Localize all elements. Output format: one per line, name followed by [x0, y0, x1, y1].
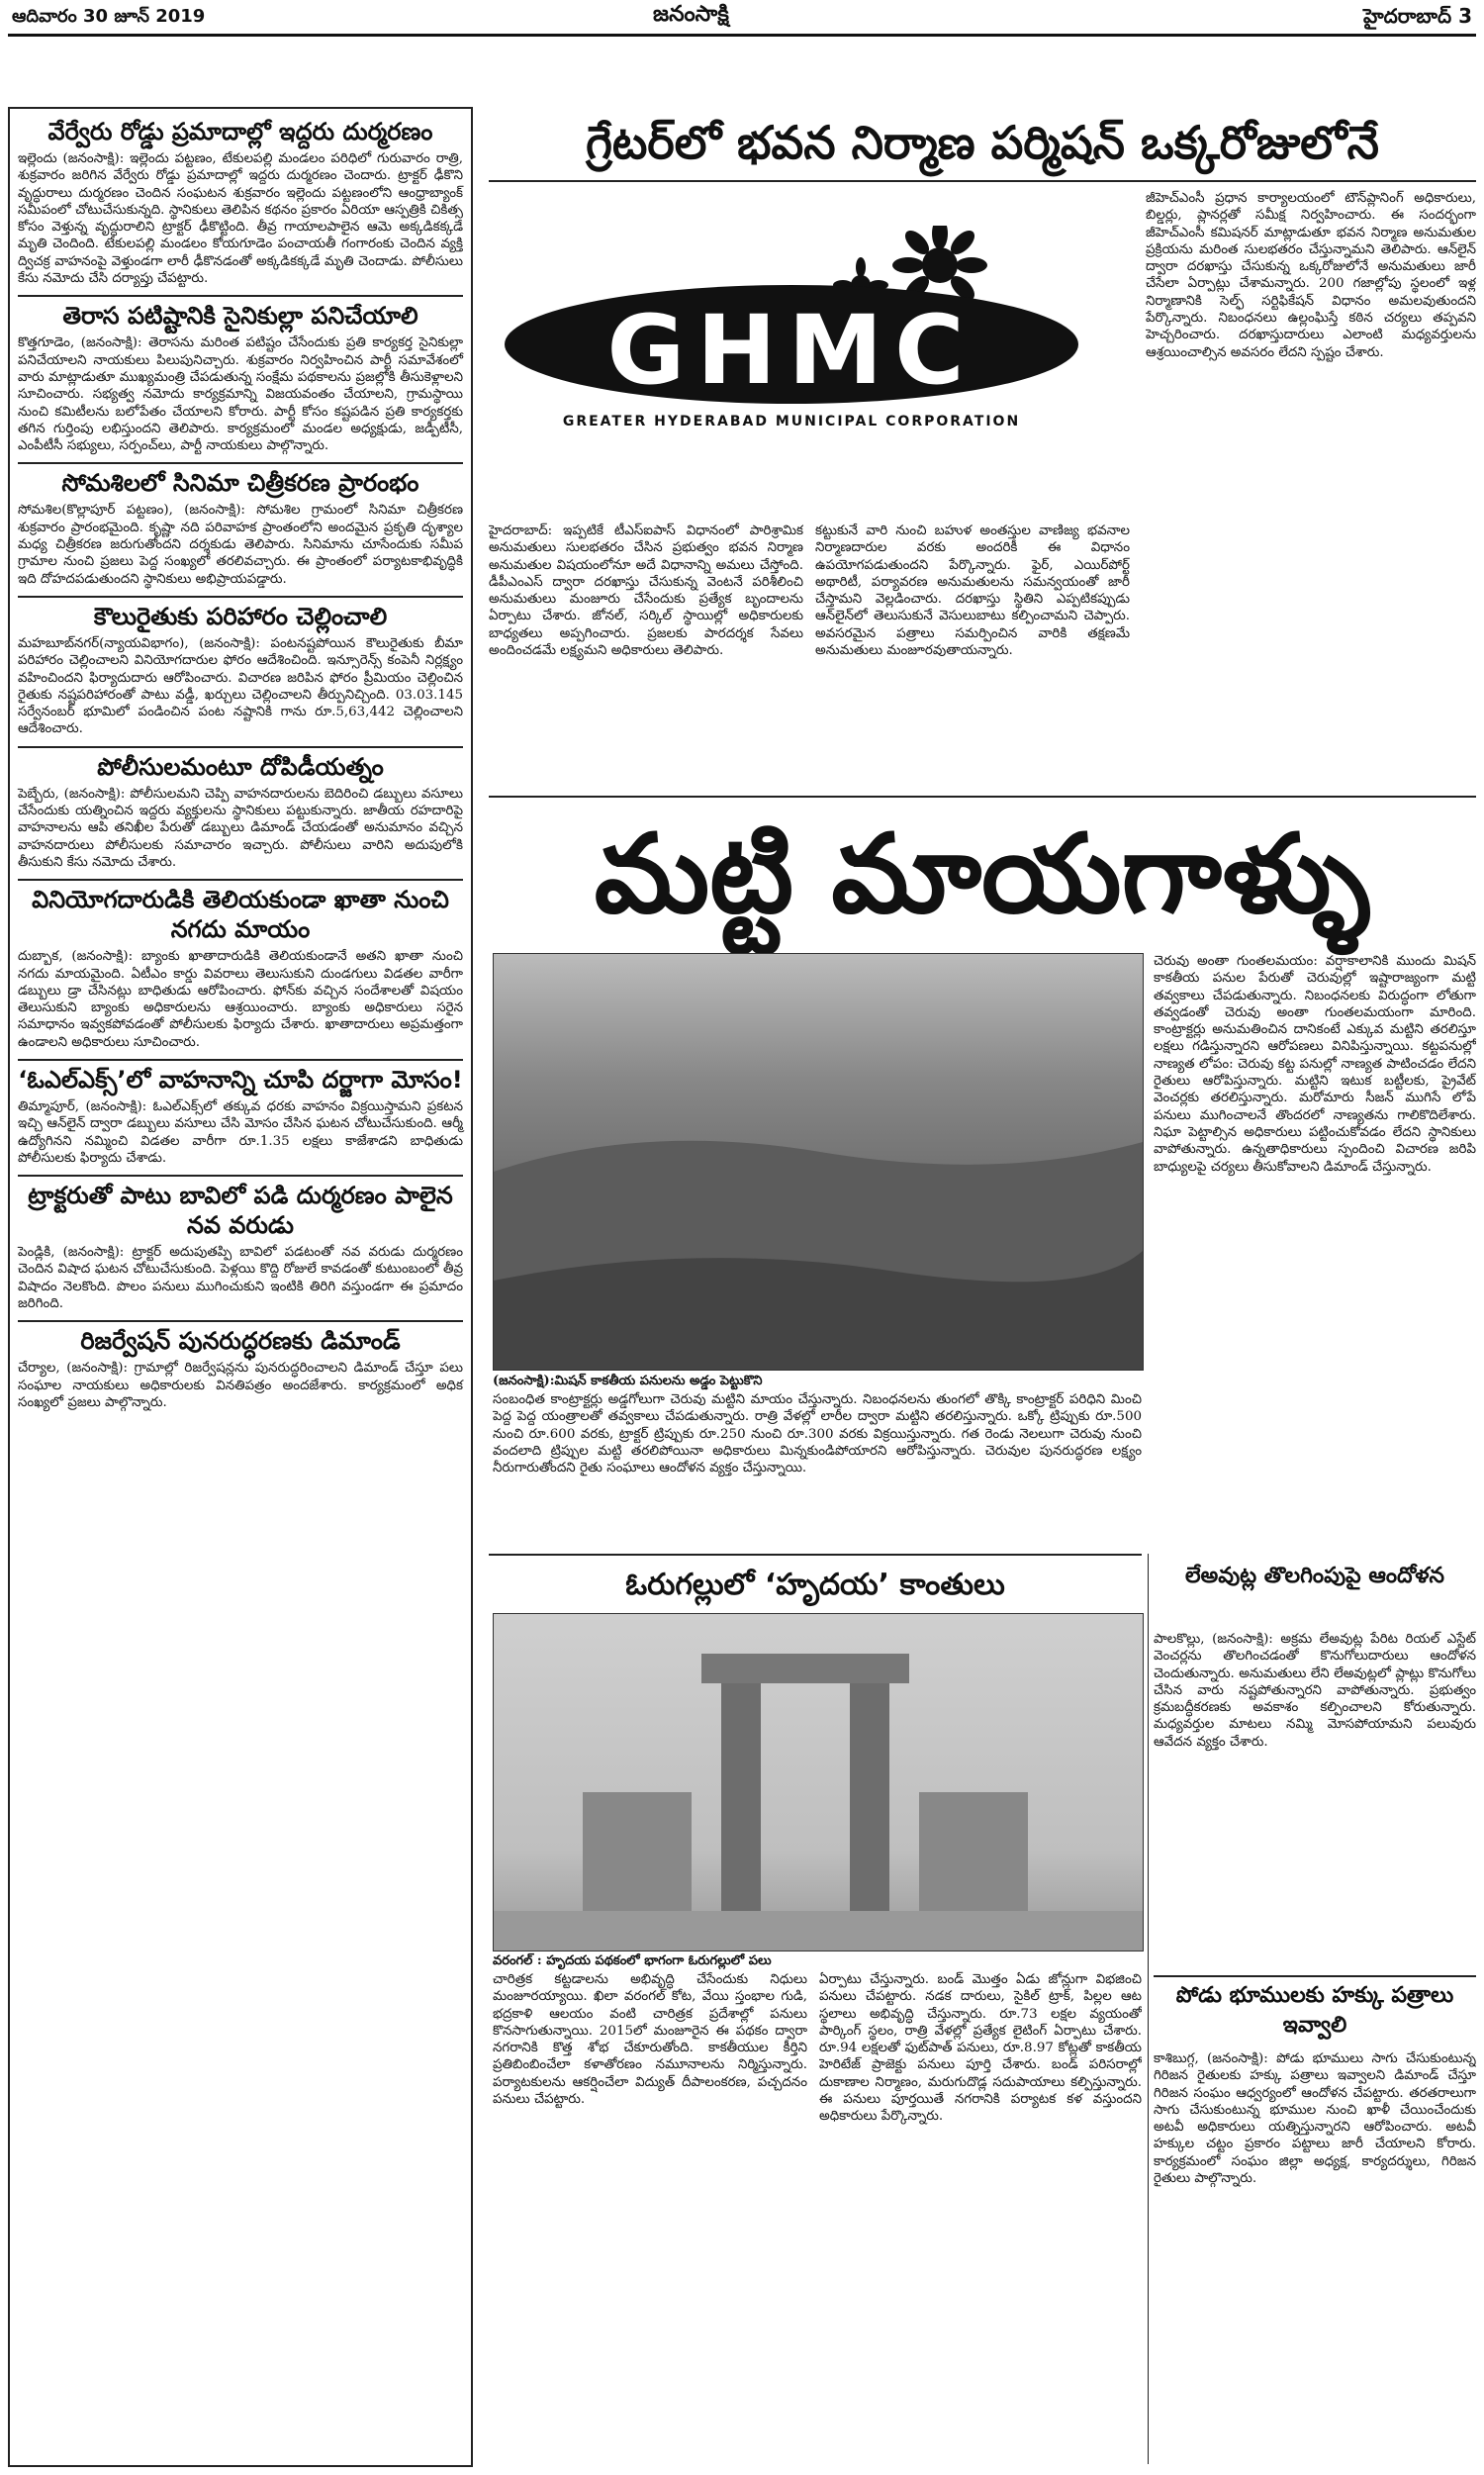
quarry-photo-illustration — [494, 954, 1143, 1370]
story-headline: సోమశిలలో సినిమా చిత్రీకరణ ప్రారంభం — [18, 462, 463, 498]
headline-rule — [489, 180, 1476, 182]
orugallu-col-1 — [493, 1971, 807, 2466]
story-headline: ట్రాక్టరుతో పాటు బావిలో పడి దుర్మరణం పాలైన నవ వరుడు — [18, 1175, 463, 1240]
issue-date: ఆదివారం 30 జూన్ 2019 — [12, 6, 206, 27]
story-body: దుబ్బాక, (జనంసాక్షి): బ్యాంకు ఖాతాదారుడికి తెలియకుండానే అతని ఖాతా నుంచి నగదు మాయమైంది. ఏటీఎం కార్డు వివరాలు తెలుసుకుని దుండగులు విడతల వారీగా డబ్బులు డ్రా చేసినట్లు బాధితుడు ఆరోపించారు. ఫోన్‌కు వచ్చిన సందేశాలతో విషయం తెలుసుకుని బ్యాంకు అధికారులను ఆశ్రయించారు. బ్యాంకు అధికారులు సరైన సమాధానం ఇవ్వకపోవడంతో పోలీసులకు ఫిర్యాదు చేశారు. ఖాతాదారులు అప్రమత్తంగా ఉండాలని అధికారులు సూచించారు. — [18, 949, 463, 1050]
ghmc-headline: గ్రేటర్‌లో భవన నిర్మాణ పర్మిషన్ ఒక్కరోజులోనే — [586, 116, 1379, 169]
ghmc-logo-text: GHMC — [606, 295, 976, 406]
article-text: సంబంధిత కాంట్రాక్టర్లు అడ్డగోలుగా చెరువు మట్టిని మాయం చేస్తున్నారు. నిబంధనలను తుంగలో తొక్కి కాంట్రాక్టర్ పరిధిని మించి పెద్ద పెద్ద యంత్రాలతో తవ్వకాలు చేపడుతున్నారు. రాత్రి వేళల్లో లారీల ద్వారా మట్టిని తరలిస్తున్నారు. ఒక్కో ట్రిప్పుకు రూ.500 నుంచి రూ.600 వరకు, ట్రాక్టర్ ట్రిప్పుకు రూ.250 నుంచి రూ.300 వరకు విక్రయిస్తున్నారు. గత రెండు నెలలుగా చెరువు నుంచి వందలాది ట్రిప్పుల మట్టి తరలిపోయినా అధికారులు మిన్నకుండిపోయారని ఆరోపిస్తున్నారు. చెరువుల పునరుద్ధరణ లక్ష్యం నీరుగారుతోందని రైతు సంఘాలు ఆందోళన వ్యక్తం చేస్తున్నాయి. — [493, 1392, 1142, 1476]
article-text: హైదరాబాద్: ఇప్పటికే టీఎస్‌ఐపాస్ విధానంలో పారిశ్రామిక అనుమతులు సులభతరం చేసిన ప్రభుత్వం భవన నిర్మాణ అనుమతుల విషయంలోనూ అదే విధానాన్ని అమలు చేస్తోంది. డీపీఎంఎస్ ద్వారా దరఖాస్తు చేసుకున్న వెంటనే పరిశీలించి అనుమతులు మంజూరు చేసేందుకు ప్రత్యేక బృందాలను ఏర్పాటు చేశారు. జోనల్, సర్కిల్ స్థాయిల్లో అధికారులకు బాధ్యతలు అప్పగించారు. ప్రజలకు పారదర్శక సేవలు అందించడమే లక్ష్యమని అధికారులు తెలిపారు. — [489, 524, 803, 659]
article-text: చారిత్రక కట్టడాలను అభివృద్ధి చేసేందుకు నిధులు మంజూరయ్యాయి. ఖిలా వరంగల్ కోట, వేయి స్తంభాల గుడి, భద్రకాళి ఆలయం వంటి చారిత్రక ప్రదేశాల్లో పనులు కొనసాగుతున్నాయి. 2015లో మంజూరైన ఈ పథకం ద్వారా నగరానికి కొత్త శోభ చేకూరుతోంది. కాకతీయుల కీర్తిని ప్రతిబింబించేలా కళాతోరణం నమూనాలను నిర్మిస్తున్నారు. పర్యాటకులను ఆకర్షించేలా విద్యుత్ దీపాలంకరణ, పచ్చదనం పనులు చేపట్టారు. — [493, 1972, 807, 2108]
masthead-rule — [8, 34, 1476, 37]
story-headline: కౌలురైతుకు పరిహారం చెల్లించాలి — [18, 596, 463, 631]
story-body: మహబూబ్‌నగర్(న్యాయవిభాగం), (జనంసాక్షి): పంటనష్టపోయిన కౌలురైతుకు బీమా పరిహారం చెల్లించాలని వినియోగదారుల ఫోరం ఆదేశించింది. ఇన్సూరెన్స్ కంపెనీ నిర్లక్ష్యం వహించిందని ఫిర్యాదుదారు ఆరోపించారు. విచారణ జరిపిన ఫోరం ప్రీమియం చెల్లించిన రైతుకు నష్టపరిహారంతో పాటు వడ్డీ, ఖర్చులు చెల్లించాలని తీర్పునిచ్చింది. 03.03.145 సర్వేనంబర్ భూమిలో పండించిన పంట నష్టానికి గాను రూ.5,63,442 చెల్లించాలని ఆదేశించారు. — [18, 635, 463, 737]
story-bank-fraud — [18, 879, 463, 1051]
ghmc-logo-subtitle: GREATER HYDERABAD MUNICIPAL CORPORATION — [562, 414, 1021, 429]
section-rule — [489, 1554, 1142, 1556]
layout-removal-body — [1154, 1631, 1476, 1967]
story-body: చేర్యాల, (జనంసాక్షి): గ్రామాల్లో రిజర్వేషన్లను పునరుద్ధరించాలని డిమాండ్ చేస్తూ పలు సంఘాల నాయకులు అధికారులకు వినతిపత్రం అందజేశారు. కార్యక్రమంలో అధిక సంఖ్యలో ప్రజలు పాల్గొన్నారు. — [18, 1361, 463, 1410]
story-fake-police — [18, 746, 463, 871]
podu-lands-headline: పోడు భూములకు హక్కు పత్రాలు ఇవ్వాలి — [1175, 1983, 1454, 2038]
story-body: పెబ్బేరు, (జనంసాక్షి): పోలీసులమని చెప్పి వాహనదారులను బెదిరించి డబ్బులు వసూలు చేసేందుకు యత్నించిన ఇద్దరు వ్యక్తులను స్థానికులు పట్టుకున్నారు. జాతీయ రహదారిపై వాహనాలను ఆపి తనిఖీల పేరుతో డబ్బులు డిమాండ్ చేయడంతో అనుమానం వచ్చిన వాహనదారులు పోలీసులకు సమాచారం ఇచ్చారు. పోలీసులు వారిని అదుపులోకి తీసుకుని కేసు నమోదు చేశారు. — [18, 786, 463, 870]
page-number: 3 — [1458, 4, 1472, 28]
article-text: ఏర్పాటు చేస్తున్నారు. బండ్ మొత్తం ఏడు జోన్లుగా విభజించి పనులు చేపట్టారు. నడక దారులు, సైకిల్ ట్రాక్, పిల్లల ఆట స్థలాలు అభివృద్ధి చేస్తున్నారు. రూ.73 లక్షల వ్యయంతో పార్కింగ్ స్థలం, రాత్రి వేళల్లో ప్రత్యేక లైటింగ్ ఏర్పాటు చేశారు. రూ.94 లక్షలతో ఫుట్‌పాత్ పనులు, రూ.8.97 కోట్లతో కాకతీయ హెరిటేజ్ ప్రాజెక్టు పనులు పూర్తి చేశారు. బండ్ పరిసరాల్లో దుకాణాల నిర్మాణం, మరుగుదొడ్ల సదుపాయాలు కల్పిస్తున్నారు. ఈ పనులు పూర్తయితే నగరానికి పర్యాటక కళ వస్తుందని అధికారులు పేర్కొన్నారు. — [819, 1972, 1142, 2125]
quarry-photo-caption: (జనంసాక్షి):మిషన్ కాకతీయ పనులను అడ్డం పెట్టుకొని — [493, 1374, 763, 1388]
podu-lands-body — [1154, 2050, 1476, 2466]
heritage-arch-photo — [493, 1613, 1144, 1951]
article-text: చెరువు అంతా గుంతలమయం: వర్షాకాలానికి ముందు మిషన్ కాకతీయ పనుల పేరుతో చెరువుల్లో ఇష్టారాజ్యంగా మట్టి తవ్వకాలు చేపడుతున్నారు. నిబంధనలకు విరుద్ధంగా లోతుగా తవ్వడంతో చెరువు అంతా గుంతలమయంగా మారింది. కాంట్రాక్టర్లు అనుమతించిన దానికంటే ఎక్కువ మట్టిని తరలిస్తూ లక్షలు గడిస్తున్నారని ఆరోపణలు వినిపిస్తున్నాయి. కట్టపనుల్లో నాణ్యత లోపం: చెరువు కట్ట పనుల్లో నాణ్యత పాటించడం లేదని రైతులు ఆరోపిస్తున్నారు. మట్టిని ఇటుక బట్టీలకు, ప్రైవేట్ వెంచర్లకు తరలిస్తున్నారు. మరోమారు సీజన్ ముగిసే లోపే పనులు ముగించాలనే తొందరలో నాణ్యతను గాలికొదిలేశారు. నిఘా పెట్టాల్సిన అధికారులు పట్టించుకోవడం లేదని స్థానికులు వాపోతున్నారు. ఉన్నతాధికారులు స్పందించి విచారణ జరిపి బాధ్యులపై చర్యలు తీసుకోవాలని డిమాండ్ చేస్తున్నారు. — [1154, 954, 1476, 1175]
ghmc-logo — [505, 226, 1078, 503]
story-tenant-farmer — [18, 596, 463, 738]
story-body: సోమశిల(కొల్లాపూర్ పట్టణం), (జనంసాక్షి): సోమశిల గ్రామంలో సినిమా చిత్రీకరణ శుక్రవారం ప్రారంభమైంది. కృష్ణా నది పరివాహక ప్రాంతంలోని అందమైన ప్రకృతి దృశ్యాల మధ్య చిత్రీకరణ జరుగుతోందని దర్శకుడు తెలిపారు. సినిమాను చూసేందుకు సమీప గ్రామాల నుంచి ప్రజలు పెద్ద సంఖ్యలో తరలివచ్చారు. ఈ ప్రాంతంలో పర్యాటకాభివృద్ధికి ఇది దోహదపడుతుందని స్థానికులు అభిప్రాయపడ్డారు. — [18, 503, 463, 587]
story-body: ఇల్లెందు (జనంసాక్షి): ఇల్లెందు పట్టణం, టేకులపల్లి మండలం పరిధిలో గురువారం రాత్రి, శుక్రవారం జరిగిన వేర్వేరు రోడ్డు ప్రమాదాల్లో ఇద్దరు దుర్మరణం చెందారు. ట్రాక్టర్ ఢీకొని వృద్ధురాలు దుర్మరణం చెందిన సంఘటన శుక్రవారం ఇల్లెందు పట్టణంలోని ఆంధ్రాబ్యాంక్ సమీపంలో చోటుచేసుకున్నది. స్థానికులు తెలిపిన కథనం ప్రకారం ఏరియా ఆస్పత్రికి చికిత్స కోసం వెళ్తున్న వృద్ధురాలిని ట్రాక్టర్ ఢీకొట్టింది. తీవ్ర గాయాలపాలైన ఆమె అక్కడికక్కడే మృతి చెందింది. టేకులపల్లి మండలం కోయగూడెం పంచాయతీ గంగారంకు చెందిన వ్యక్తి ద్విచక్ర వాహనంపై వెళ్తుండగా లారీ ఢీకొనడంతో అక్కడికక్కడే మృతి చెందాడు. పోలీసులు కేసు నమోదు చేసి దర్యాప్తు చేపట్టారు. — [18, 151, 463, 287]
matti-col-right — [1154, 953, 1476, 1547]
section-rule — [489, 796, 1476, 798]
section-rule — [1154, 1975, 1476, 1977]
story-headline: ‘ఓఎల్‌ఎక్స్’లో వాహనాన్ని చూపి దర్జాగా మోసం! — [18, 1059, 463, 1095]
edition-city — [1363, 4, 1472, 33]
story-headline: రిజర్వేషన్ పునరుద్ధరణకు డిమాండ్ — [18, 1320, 463, 1356]
masthead — [0, 0, 1484, 99]
story-headline: వేర్వేరు రోడ్డు ప్రమాదాల్లో ఇద్దరు దుర్మరణం — [47, 118, 433, 145]
article-text: కట్టుకునే వారి నుంచి బహుళ అంతస్తుల వాణిజ్య భవనాల నిర్మాణదారుల వరకు అందరికీ ఈ విధానం ఉపయోగపడుతుందని పేర్కొన్నారు. ఫైర్, ఎయిర్‌పోర్ట్ అథారిటీ, పర్యావరణ అనుమతులను సమన్వయంతో జారీ చేస్తామని వెల్లడించారు. దరఖాస్తు స్థితిని ఎప్పటికప్పుడు ఆన్‌లైన్‌లో తెలుసుకునే వెసులుబాటు కల్పించామని చెప్పారు. అవసరమైన పత్రాలు సమర్పించిన వారికి తక్షణమే అనుమతులు మంజూరవుతాయన్నారు. — [815, 524, 1130, 659]
orugallu-col-2 — [819, 1971, 1142, 2466]
layout-removal-headline: లేఅవుట్ల తొలగింపుపై ఆందోళన — [1185, 1564, 1444, 1588]
ghmc-col-1 — [489, 523, 803, 790]
orugallu-headline: ఓరుగల్లులో ‘హృదయ’ కాంతులు — [625, 1568, 1005, 1602]
arch-illustration — [494, 1614, 1143, 1951]
ghmc-col-right — [1146, 190, 1476, 790]
story-headline: పోలీసులమంటూ దోపిడీయత్నం — [18, 746, 463, 782]
story-body: కొత్తగూడెం, (జనంసాక్షి): తెరాసను మరింత పటిష్టం చేసేందుకు ప్రతి కార్యకర్త సైనికుల్లా పనిచేయాలని నాయకులు పిలుపునిచ్చారు. శుక్రవారం నిర్వహించిన పార్టీ సమావేశంలో వారు మాట్లాడుతూ ముఖ్యమంత్రి చేపడుతున్న సంక్షేమ పథకాలను ప్రజల్లోకి తీసుకెళ్లాలని సూచించారు. సభ్యత్వ నమోదు కార్యక్రమాన్ని విజయవంతం చేయాలని, గ్రామస్థాయి నుంచి కమిటీలను బలోపేతం చేయాలని కోరారు. పార్టీ కోసం కష్టపడిన ప్రతి కార్యకర్తకు తగిన గుర్తింపు లభిస్తుందని తెలిపారు. కార్యక్రమంలో మండల అధ్యక్షుడు, జడ్పీటీసీ, ఎంపీటీసీ సభ్యులు, సర్పంచ్‌లు, పార్టీ నాయకులు పాల్గొన్నారు. — [18, 335, 463, 454]
newspaper-name: జనంసాక్షి — [653, 2, 729, 27]
story-reservation — [18, 1320, 463, 1411]
edition-city-name: హైదరాబాద్ — [1363, 4, 1452, 28]
article-text: పాలకొల్లు, (జనంసాక్షి): అక్రమ లేఅవుట్ల పేరిట రియల్ ఎస్టేట్ వెంచర్లను తొలగించడంతో కొనుగోలుదారులు ఆందోళన చెందుతున్నారు. అనుమతులు లేని లేఅవుట్లలో ప్లాట్లు కొనుగోలు చేసిన వారు నష్టపోతున్నారని వాపోతున్నారు. ప్రభుత్వం క్రమబద్ధీకరణకు అవకాశం కల్పించాలని కోరుతున్నారు. మధ్యవర్తుల మాటలు నమ్మి మోసపోయామని పలువురు ఆవేదన వ్యక్తం చేశారు. — [1154, 1632, 1476, 1750]
story-body: పెండ్లికి, (జనంసాక్షి): ట్రాక్టర్ అదుపుతప్పి బావిలో పడటంతో నవ వరుడు దుర్మరణం చెందిన విషాద ఘటన చోటుచేసుకుంది. పెళ్లయి కొద్ది రోజులే కావడంతో కుటుంబంలో తీవ్ర విషాదం నెలకొంది. పొలం పనులు ముగించుకుని ఇంటికి తిరిగి వస్తుండగా ఈ ప్రమాదం జరిగింది. — [18, 1245, 463, 1312]
matti-headline: మట్టి మాయగాళ్ళు — [594, 810, 1371, 937]
ghmc-logo-oval — [505, 285, 1078, 404]
left-news-column — [8, 107, 473, 2467]
article-text: జీహెచ్‌ఎంసీ ప్రధాన కార్యాలయంలో టౌన్‌ప్లానింగ్ అధికారులు, బిల్డర్లు, ప్లానర్లతో సమీక్ష నిర్వహించారు. ఈ సందర్భంగా జీహెచ్‌ఎంసీ కమిషనర్ మాట్లాడుతూ భవన నిర్మాణ అనుమతుల ప్రక్రియను మరింత సులభతరం చేస్తున్నామని తెలిపారు. ఆన్‌లైన్ ద్వారా దరఖాస్తు చేసుకున్న ఒక్కరోజులోనే అనుమతులు జారీ చేసేలా ఏర్పాట్లు చేశామన్నారు. 200 గజాల్లోపు స్థలంలో ఇళ్ల నిర్మాణానికి సెల్ఫ్ సర్టిఫికేషన్ విధానం అమలవుతుందని పేర్కొన్నారు. నిబంధనలు ఉల్లంఘిస్తే కఠిన చర్యలు తప్పవని హెచ్చరించారు. దరఖాస్తుదారులు ఎలాంటి మధ్యవర్తులను ఆశ్రయించాల్సిన అవసరం లేదని స్పష్టం చేశారు. — [1146, 191, 1476, 360]
story-road-accidents — [18, 117, 463, 287]
arch-photo-caption: వరంగల్ : హృదయ పథకంలో భాగంగా ఓరుగల్లులో పలు — [493, 1953, 772, 1968]
story-olx-fraud — [18, 1059, 463, 1167]
article-text: కాశిబుగ్గ, (జనంసాక్షి): పోడు భూములు సాగు చేసుకుంటున్న గిరిజన రైతులకు హక్కు పత్రాలు ఇవ్వాలని డిమాండ్ చేస్తూ గిరిజన సంఘం ఆధ్వర్యంలో ఆందోళన చేపట్టారు. తరతరాలుగా సాగు చేసుకుంటున్న భూముల నుంచి ఖాళీ చేయించేందుకు అటవీ అధికారులు యత్నిస్తున్నారని ఆరోపించారు. అటవీ హక్కుల చట్టం ప్రకారం పట్టాలు జారీ చేయాలని కోరారు. కార్యక్రమంలో సంఘం జిల్లా అధ్యక్ష, కార్యదర్శులు, గిరిజన రైతులు పాల్గొన్నారు. — [1154, 2051, 1476, 2187]
matti-body — [493, 1391, 1142, 1550]
story-headline: వినియోగదారుడికి తెలియకుండా ఖాతా నుంచి నగదు మాయం — [18, 879, 463, 944]
right-news-area — [489, 107, 1476, 2467]
story-trs — [18, 295, 463, 454]
ghmc-col-2 — [815, 523, 1130, 790]
story-headline: తెరాస పటిష్టానికి సైనికుల్లా పనిచేయాలి — [18, 295, 463, 331]
quarry-photo — [493, 953, 1144, 1371]
column-rule — [1148, 1554, 1149, 2464]
story-cinema — [18, 462, 463, 587]
story-tractor-accident — [18, 1175, 463, 1312]
story-body: తిమ్మాపూర్, (జనంసాక్షి): ఓఎల్‌ఎక్స్‌లో తక్కువ ధరకు వాహనం విక్రయిస్తామని ప్రకటన ఇచ్చి ఆన్‌లైన్ ద్వారా డబ్బులు వసూలు చేసి మోసం చేసిన ఘటన చోటుచేసుకుంది. ఆర్మీ ఉద్యోగినని నమ్మించి విడతల వారీగా రూ.1.35 లక్షలు కాజేశాడని బాధితుడు పోలీసులకు ఫిర్యాదు చేశాడు. — [18, 1098, 463, 1166]
